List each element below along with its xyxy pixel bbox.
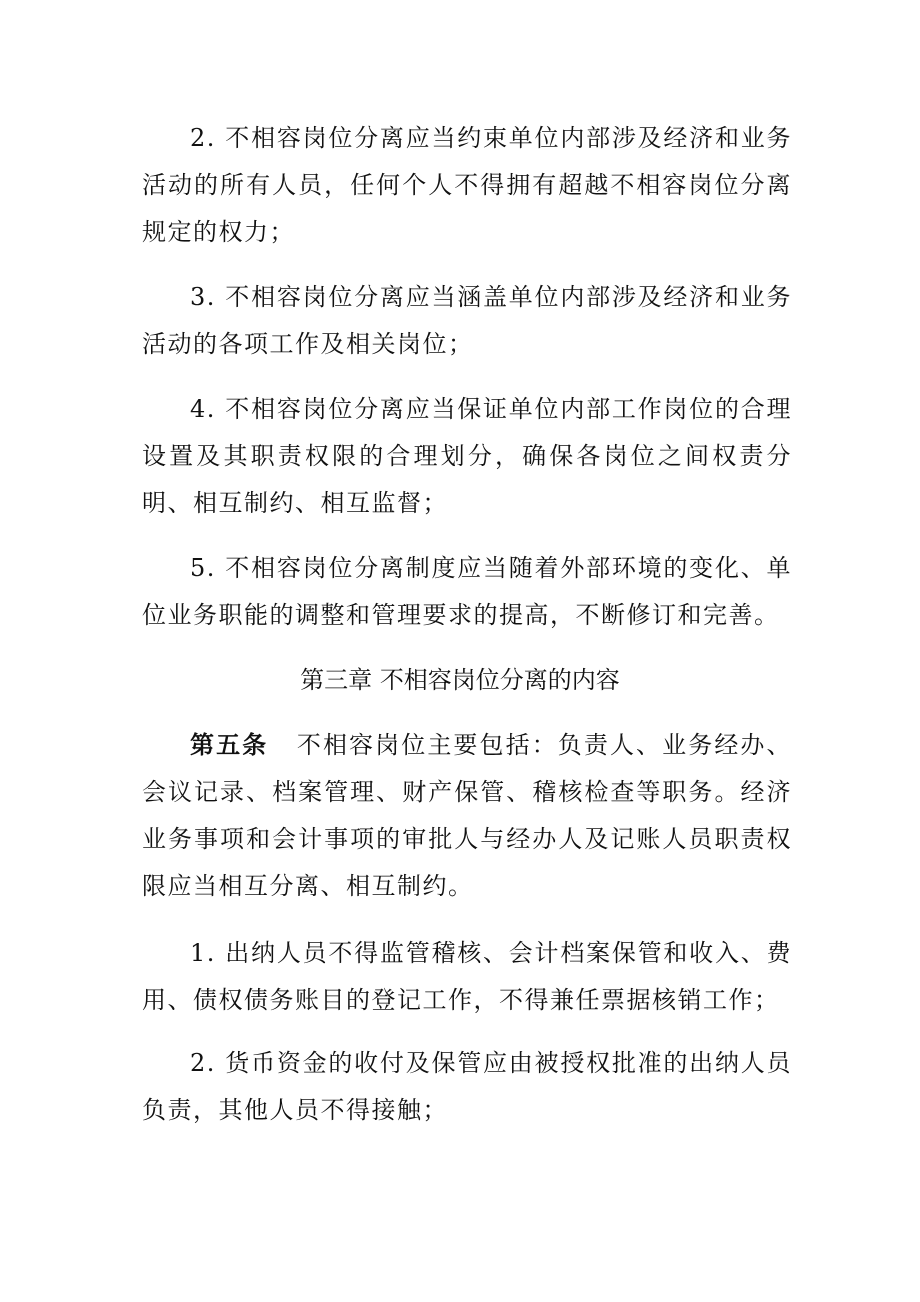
paragraph-4: 4. 不相容岗位分离应当保证单位内部工作岗位的合理设置及其职责权限的合理划分，确保各岗位之间权责分明、相互制约、相互监督； bbox=[142, 395, 792, 517]
item-1: 1. 出纳人员不得监管稽核、会计档案保管和收入、费用、债权债务账目的登记工作，不得兼任票据核销工作； bbox=[142, 939, 792, 1014]
article-5 bbox=[142, 722, 792, 910]
paragraph-2: 2. 不相容岗位分离应当约束单位内部涉及经济和业务活动的所有人员，任何个人不得拥有超越不相容岗位分离规定的权力； bbox=[142, 124, 792, 246]
paragraph-3: 3. 不相容岗位分离应当涵盖单位内部涉及经济和业务活动的各项工作及相关岗位； bbox=[142, 283, 792, 358]
chapter-heading bbox=[0, 660, 920, 700]
chapter-title: 不相容岗位分离的内容 bbox=[379, 666, 620, 694]
paragraph-5: 5. 不相容岗位分离制度应当随着外部环境的变化、单位业务职能的调整和管理要求的提高，不断修订和完善。 bbox=[142, 554, 792, 629]
article-text: 不相容岗位主要包括：负责人、业务经办、会议记录、档案管理、财产保管、稽核检查等职务。经济业务事项和会计事项的审批人与经办人及记账人员职责权限应当相互分离、相互制约。 bbox=[142, 731, 793, 900]
chapter-number: 第三章 bbox=[300, 666, 373, 694]
item-2: 2. 货币资金的收付及保管应由被授权批准的出纳人员负责，其他人员不得接触； bbox=[142, 1049, 792, 1124]
article-label: 第五条 bbox=[190, 731, 269, 759]
